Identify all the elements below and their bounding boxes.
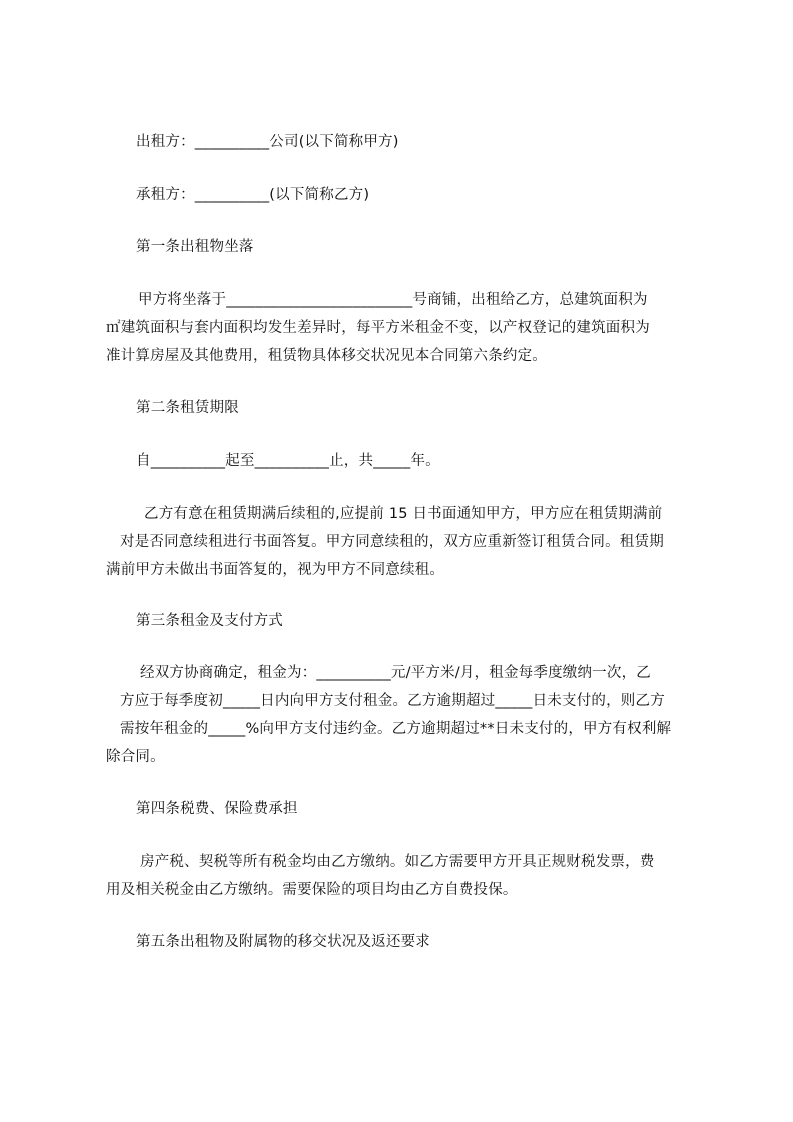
lessee-line: 承租方：__________(以下简称乙方) <box>136 187 370 203</box>
article4-paragraph <box>106 853 655 909</box>
article4-heading: 第四条税费、保险费承担 <box>136 801 298 817</box>
lease-term-line: 自__________起至__________止，共_____年。 <box>136 453 440 469</box>
article3-line: 经双方协商确定，租金为：__________元/平方米/月，租金每季度缴纳一次，乙 <box>140 665 651 681</box>
article1-heading: 第一条出租物坐落 <box>136 239 254 255</box>
renewal-line: 满前甲方未做出书面答复的，视为甲方不同意续租。 <box>106 562 445 578</box>
article3-line: 方应于每季度初_____日内向甲方支付租金。乙方逾期超过_____日未支付的，则乙方 <box>120 693 665 709</box>
article3-paragraph <box>106 664 671 776</box>
article3-heading: 第三条租金及支付方式 <box>136 613 283 629</box>
renewal-line: 乙方有意在租赁期满后续租的,应提前 15 日书面通知甲方，甲方应在租赁期满前 <box>144 506 663 522</box>
renewal-paragraph <box>106 505 664 589</box>
article3-line: 除合同。 <box>106 749 165 765</box>
renewal-line: 对是否同意续租进行书面答复。甲方同意续租的，双方应重新签订租赁合同。租赁期 <box>120 534 664 550</box>
article1-line: ㎡建筑面积与套内面积均发生差异时，每平方米租金不变，以产权登记的建筑面积为 <box>106 320 650 336</box>
article2-heading: 第二条租赁期限 <box>136 400 239 416</box>
article1-line: 甲方将坐落于_________________________号商铺，出租给乙方，总建筑面积为 <box>138 292 648 308</box>
article1-paragraph <box>106 291 650 375</box>
article3-line: 需按年租金的_____%向甲方支付违约金。乙方逾期超过**日未支付的，甲方有权利解 <box>120 721 672 737</box>
article5-heading: 第五条出租物及附属物的移交状况及返还要求 <box>136 934 430 950</box>
article4-line: 房产税、契税等所有税金均由乙方缴纳。如乙方需要甲方开具正规财税发票，费 <box>140 854 655 870</box>
article4-line: 用及相关税金由乙方缴纳。需要保险的项目均由乙方自费投保。 <box>106 882 518 898</box>
article1-line: 准计算房屋及其他费用，租赁物具体移交状况见本合同第六条约定。 <box>106 348 547 364</box>
lessor-line: 出租方：__________公司(以下简称甲方) <box>136 134 399 150</box>
